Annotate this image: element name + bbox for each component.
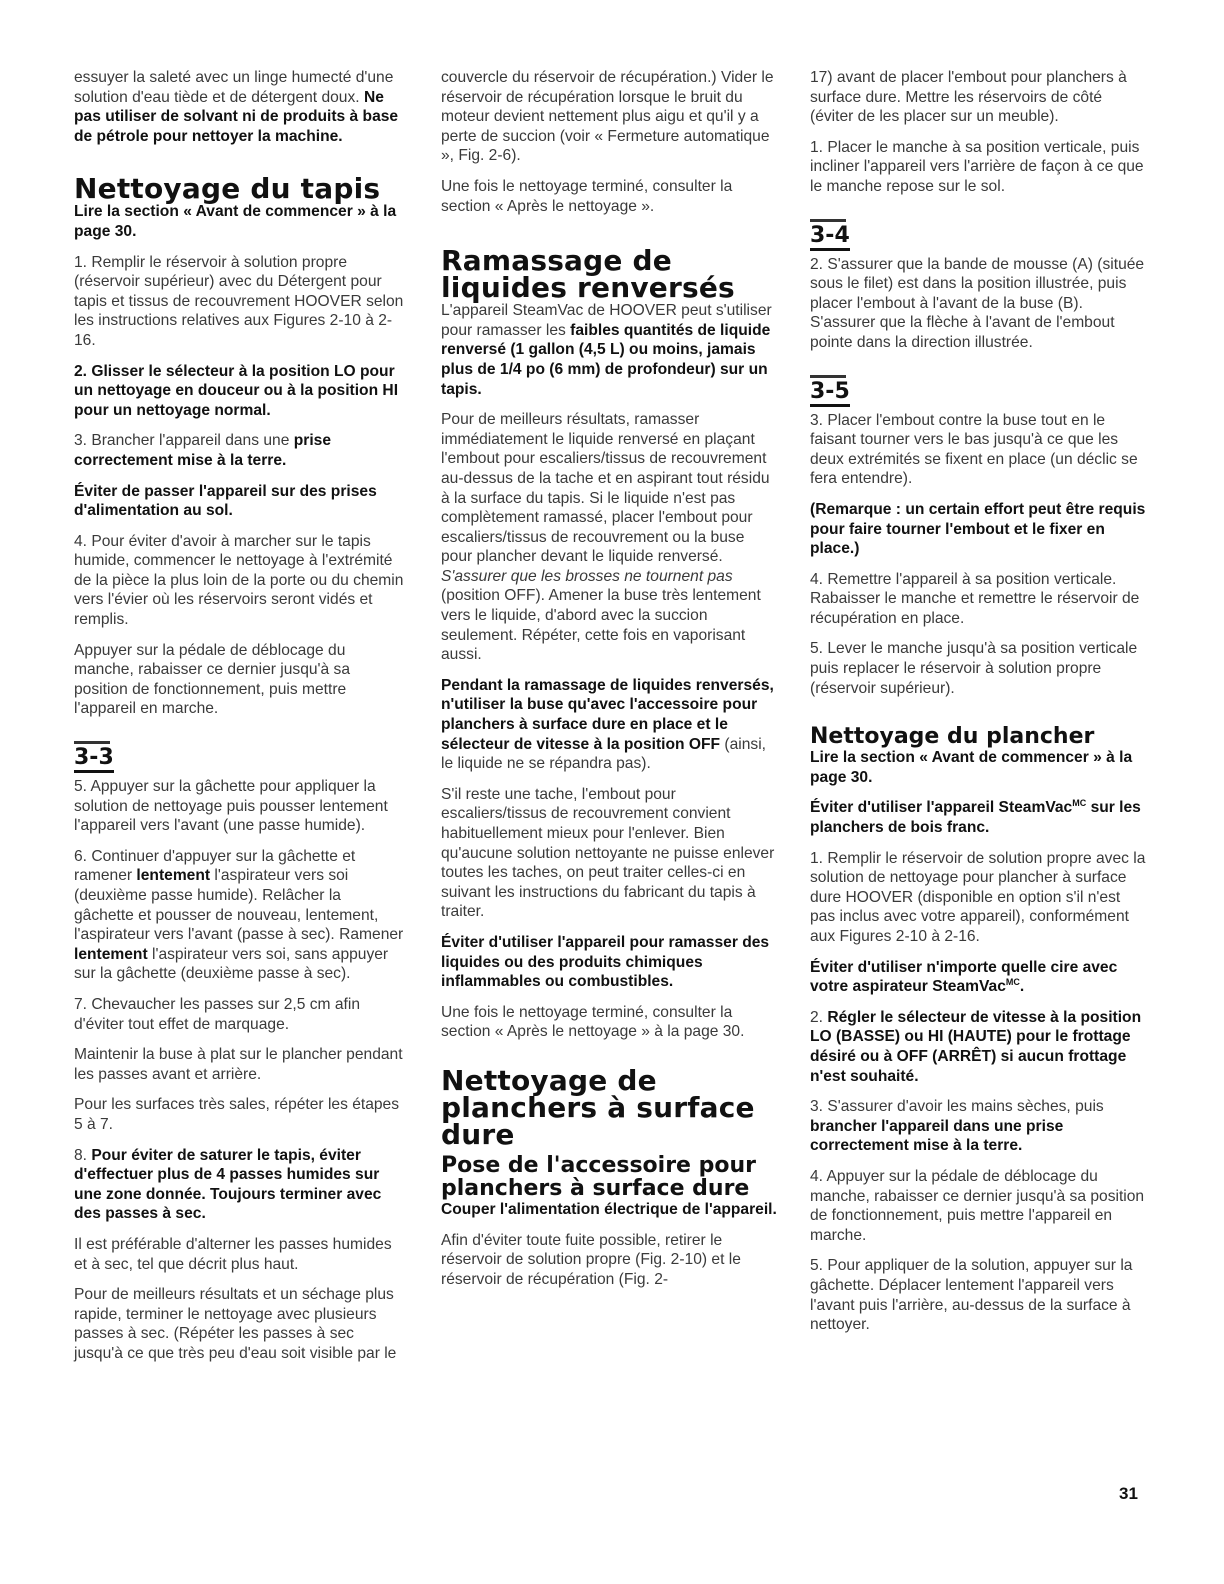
step-3: 3. Placer l'embout contre la buse tout en le faisant tourner vers le bas jusqu'à ce que les deux extrémités se fixent en place (un déclic se fera entendre). (810, 411, 1138, 488)
paragraph: S'il reste une tache, l'embout pour escaliers/tissus de recouvrement convient habituellement mieux pour l'enlever. Bien qu'aucune solution nettoyante ne puisse enlever toutes les taches, on peut traiter celles-ci en suivant les instructions du fabricant du tapis à traiter. (441, 785, 775, 921)
paragraph: Appuyer sur la pédale de déblocage du manche, rabaisser ce dernier jusqu'à sa position de fonctionnement, puis mettre l'appareil en marche. (74, 641, 351, 718)
column-3 (810, 68, 1148, 1346)
step-6: 6. Continuer d'appuyer sur la gâchette et ramener lentement l'aspirateur vers soi (deuxième passe humide). Relâcher la gâchette et pousser de nouveau, lentement, l'aspirateur vers l'avant (passe à sec). Ramener lentement l'aspirateur vers soi, sans appuyer sur la gâchette (deuxième passe à sec). (74, 847, 404, 983)
paragraph: Pour les surfaces très sales, répéter les étapes 5 à 7. (74, 1096, 400, 1133)
step-3: 3. Brancher l'appareil dans une prise correctement mise à la terre. (74, 432, 331, 469)
page-number: 31 (1119, 1484, 1138, 1503)
warning: Éviter d'utiliser l'appareil SteamVac$^{MC}$ sur les planchers de bois franc. (810, 798, 1141, 837)
column-1 (74, 68, 404, 1374)
paragraph: Pour de meilleurs résultats et un séchage plus rapide, terminer le nettoyage avec plusieurs passes à sec. (Répéter les passes à sec jusqu'à ce que très peu d'eau soit visible par le (74, 1286, 397, 1362)
step-8: 8. Pour éviter de saturer le tapis, éviter d'effectuer plus de 4 passes humides sur une zone donnée. Toujours terminer avec des passes à sec. (74, 1146, 382, 1223)
paragraph: 17) avant de placer l'embout pour planchers à surface dure. Mettre les réservoirs de côté (éviter de les placer sur un meuble). (810, 69, 1127, 126)
step-2: 2. Régler le sélecteur de vitesse à la position LO (BASSE) ou HI (HAUTE) pour le frottage désiré ou à OFF (ARRÊT) si aucun frottage n'est souhaité. (810, 1008, 1142, 1085)
step-2: 2. S'assurer que la bande de mousse (A) (située sous le filet) est dans la position illustrée, puis placer l'embout à l'avant de la buse (B). S'assurer que la flèche à l'avant de l'embout pointe dans la direction illustrée. (810, 255, 1145, 351)
paragraph: Pour de meilleurs résultats, ramasser immédiatement le liquide renversé en plaçant l'embout pour escaliers/tissus de recouvrement au-dessus de la tache et en aspirant tout résidu à la surface du tapis. Si le liquide n'est pas complètement ramassé, placer l'embout pour escaliers/tissus de recouvrement ou la buse pour plancher devant le liquide renversé. S'assurer que les brosses ne tournent pas (position OFF). Amener la buse très lentement vers le liquide, d'abord avec la succion seulement. Répéter, cette fois en vaporisant aussi. (441, 411, 770, 664)
step-1: 1. Placer le manche à sa position verticale, puis incliner l'appareil vers l'arrière de façon à ce que le manche repose sur le sol. (810, 138, 1144, 195)
step-1: 1. Remplir le réservoir à solution propre (réservoir supérieur) avec du Détergent pour tapis et tissus de recouvrement HOOVER selon les instructions relatives aux Figures 2-10 à 2-16. (74, 253, 404, 349)
paragraph: essuyer la saleté avec un linge humecté d'une solution d'eau tiède et de détergent doux. Ne pas utiliser de solvant ni de produits à base de pétrole pour nettoyer la machine. (74, 69, 399, 145)
subheading: Lire la section « Avant de commencer » à la page 30. (810, 749, 1133, 786)
step-5: 5. Lever le manche jusqu'à sa position verticale puis replacer le réservoir à solution propre (réservoir supérieur). (810, 640, 1138, 697)
figure-label: 3-4 (810, 219, 1148, 251)
subheading: Couper l'alimentation électrique de l'appareil. (441, 1200, 777, 1218)
step-2: 2. Glisser le sélecteur à la position LO pour un nettoyage en douceur ou à la position HI pour un nettoyage normal. (74, 362, 399, 419)
step-4: 4. Pour éviter d'avoir à marcher sur le tapis humide, commencer le nettoyage à l'extrémité de la pièce la plus loin de la porte ou du chemin vers l'évier où les réservoirs seront vidés et remplis. (74, 532, 404, 629)
paragraph: Maintenir la buse à plat sur le plancher pendant les passes avant et arrière. (74, 1046, 403, 1083)
section-heading-carpet: Nettoyage du tapis (74, 172, 381, 206)
section-heading-floor: Nettoyage du plancher (810, 724, 1095, 750)
figure-label: 3-3 (74, 741, 404, 773)
step-5: 5. Appuyer sur la gâchette pour appliquer la solution de nettoyage puis pousser lentement l'appareil vers l'avant (une passe humide). (74, 778, 388, 835)
paragraph: Afin d'éviter toute fuite possible, retirer le réservoir de solution propre (Fig. 2-10) et le réservoir de récupération (Fig. 2- (441, 1231, 741, 1288)
section-subheading-attachment: Pose de l'accessoire pour planchers à surface dure (441, 1152, 757, 1201)
warning: Éviter d'utiliser n'importe quelle cire avec votre aspirateur SteamVac$^{MC}$. (810, 958, 1118, 996)
note: (Remarque : un certain effort peut être requis pour faire tourner l'embout et le fixer en place.) (810, 500, 1146, 558)
paragraph: L'appareil SteamVac de HOOVER peut s'utiliser pour ramasser les faibles quantités de liquide renversé (1 gallon (4,5 L) ou moins, jamais plus de 1/4 po (6 mm) de profondeur) sur un tapis. (441, 302, 772, 398)
subheading: Lire la section « Avant de commencer » à la page 30. (74, 203, 397, 240)
step-4: 4. Appuyer sur la pédale de déblocage du manche, rabaisser ce dernier jusqu'à sa position de fonctionnement, puis mettre l'appareil en marche. (810, 1167, 1145, 1244)
paragraph: Une fois le nettoyage terminé, consulter la section « Après le nettoyage ». (441, 177, 733, 215)
column-2 (441, 68, 777, 1300)
step-1: 1. Remplir le réservoir de solution propre avec la solution de nettoyage pour plancher à surface dure HOOVER (disponible en option s'il n'est pas inclus avec votre appareil), conformément aux Figures 2-10 à 2-16. (810, 849, 1146, 945)
section-heading-hard-floors: Nettoyage de planchers à surface dure (441, 1063, 755, 1151)
step-5: 5. Pour appliquer de la solution, appuyer sur la gâchette. Déplacer lentement l'appareil vers l'avant puis l'arrière, au-dessus de la surface à nettoyer. (810, 1257, 1133, 1334)
warning: Éviter d'utiliser l'appareil pour ramasser des liquides ou des produits chimiques inflammables ou combustibles. (441, 933, 770, 991)
section-heading-spills: Ramassage de liquides renversés (441, 244, 735, 305)
paragraph: Une fois le nettoyage terminé, consulter la section « Après le nettoyage » à la page 30. (441, 1003, 745, 1041)
warning: Pendant la ramassage de liquides renversés, n'utiliser la buse qu'avec l'accessoire pour planchers à surface dure en place et le sélecteur de vitesse à la position OFF (ainsi, le liquide ne se répandra pas). (441, 676, 774, 773)
warning: Éviter de passer l'appareil sur des prises d'alimentation au sol. (74, 482, 377, 520)
step-7: 7. Chevaucher les passes sur 2,5 cm afin d'éviter tout effet de marquage. (74, 995, 361, 1033)
figure-label: 3-5 (810, 375, 1148, 407)
step-3: 3. S'assurer d'avoir les mains sèches, puis brancher l'appareil dans une prise correctement mise à la terre. (810, 1098, 1104, 1155)
step-4: 4. Remettre l'appareil à sa position verticale. Rabaisser le manche et remettre le réservoir de récupération en place. (810, 570, 1140, 627)
paragraph: couvercle du réservoir de récupération.) Vider le réservoir de récupération lorsque le bruit du moteur devient nettement plus aigu et qu'il y a perte de succion (voir « Fermeture automatique », Fig. 2-6). (441, 69, 774, 165)
paragraph: Il est préférable d'alterner les passes humides et à sec, tel que décrit plus haut. (74, 1235, 392, 1273)
